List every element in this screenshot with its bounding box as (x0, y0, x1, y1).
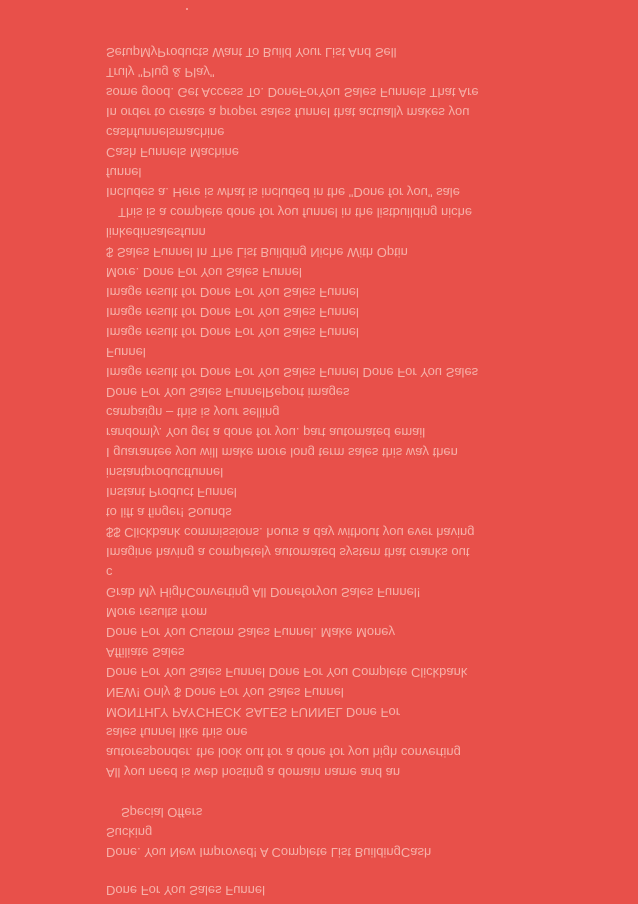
text-line: Sucking (106, 825, 153, 840)
text-line: autoresponder. the look out for a done for you high converting (106, 745, 461, 760)
text-line: Done For You Custom Sales Funnel. Make Money (106, 625, 396, 640)
text-line: Grab My HighConverting All Doneforyou Sales Funnel! (106, 585, 421, 600)
text-line: MONTHLY PAYCHECK SALES FUNNEL Done For (106, 705, 401, 720)
text-line: sales funnel like this one (106, 725, 248, 740)
text-line: This is a complete done for you funnel in the listbuilding niche (118, 205, 473, 220)
text-line: NEW! Only $ Done For You Sales Funnel (106, 685, 344, 700)
text-line: Instant Product Funnel (106, 485, 237, 500)
text-line: instantproductfunnel (106, 465, 224, 480)
text-line: Cash Funnels Machine (106, 145, 239, 160)
text-line: $$ Clickbank commissions. hours a day without you ever having (106, 525, 475, 540)
text-line: linkedinsalesfunn (106, 225, 206, 240)
text-line: Done. You New Improved! A Complete List BuildingCash (106, 845, 432, 860)
text-line: All you need is web hosting a domain name and an (106, 765, 401, 780)
text-line: SetupMyProducts Want To Build Your List And Sell (106, 45, 397, 60)
text-line: Truly "Plug & Play" (106, 65, 215, 80)
text-line: In order to create a proper sales funnel that actually makes you (106, 105, 470, 120)
text-line: Image result for Done For You Sales Funnel (106, 325, 359, 340)
stray-dot (186, 8, 188, 10)
text-line: cashfunnelsmachine (106, 125, 225, 140)
text-line: I guarantee you will make more long term sales this way then (106, 445, 458, 460)
text-line: Funnel (106, 345, 146, 360)
text-line: Image result for Done For You Sales Funnel Done For You Sales (106, 365, 479, 380)
text-line: Includes a. Here is what is included in the "Done for you" sale (106, 185, 460, 200)
text-line: Affiliate Sales (106, 645, 185, 660)
text-line: Special Offers (121, 805, 203, 820)
text-line: randomly. You get a done for you. part automated email (106, 425, 426, 440)
text-line: Done For You Sales Funnel Done For You Complete Clickbank (106, 665, 468, 680)
text-line: funnel (106, 165, 142, 180)
text-line: $ Sales Funnel In The List Building Niche With Optin (106, 245, 408, 260)
text-line: Imagine having a completely automated system that cranks out (106, 545, 470, 560)
text-line: Image result for Done For You Sales Funnel (106, 305, 359, 320)
text-line: to lift a finger! Sounds (106, 505, 232, 520)
text-line: Done For You Sales FunnelReport images (106, 385, 350, 400)
text-line: Done For You Sales Funnel (106, 883, 265, 898)
text-line: campaign – this is your selling (106, 405, 280, 420)
text-line: some good. Get Access To. DoneForYou Sales Funnels That Are (106, 85, 479, 100)
text-line: c (106, 565, 113, 580)
text-line: Image result for Done For You Sales Funnel (106, 285, 359, 300)
text-line: More. Done For You Sales Funnel (106, 265, 302, 280)
text-line: More results from (106, 605, 208, 620)
